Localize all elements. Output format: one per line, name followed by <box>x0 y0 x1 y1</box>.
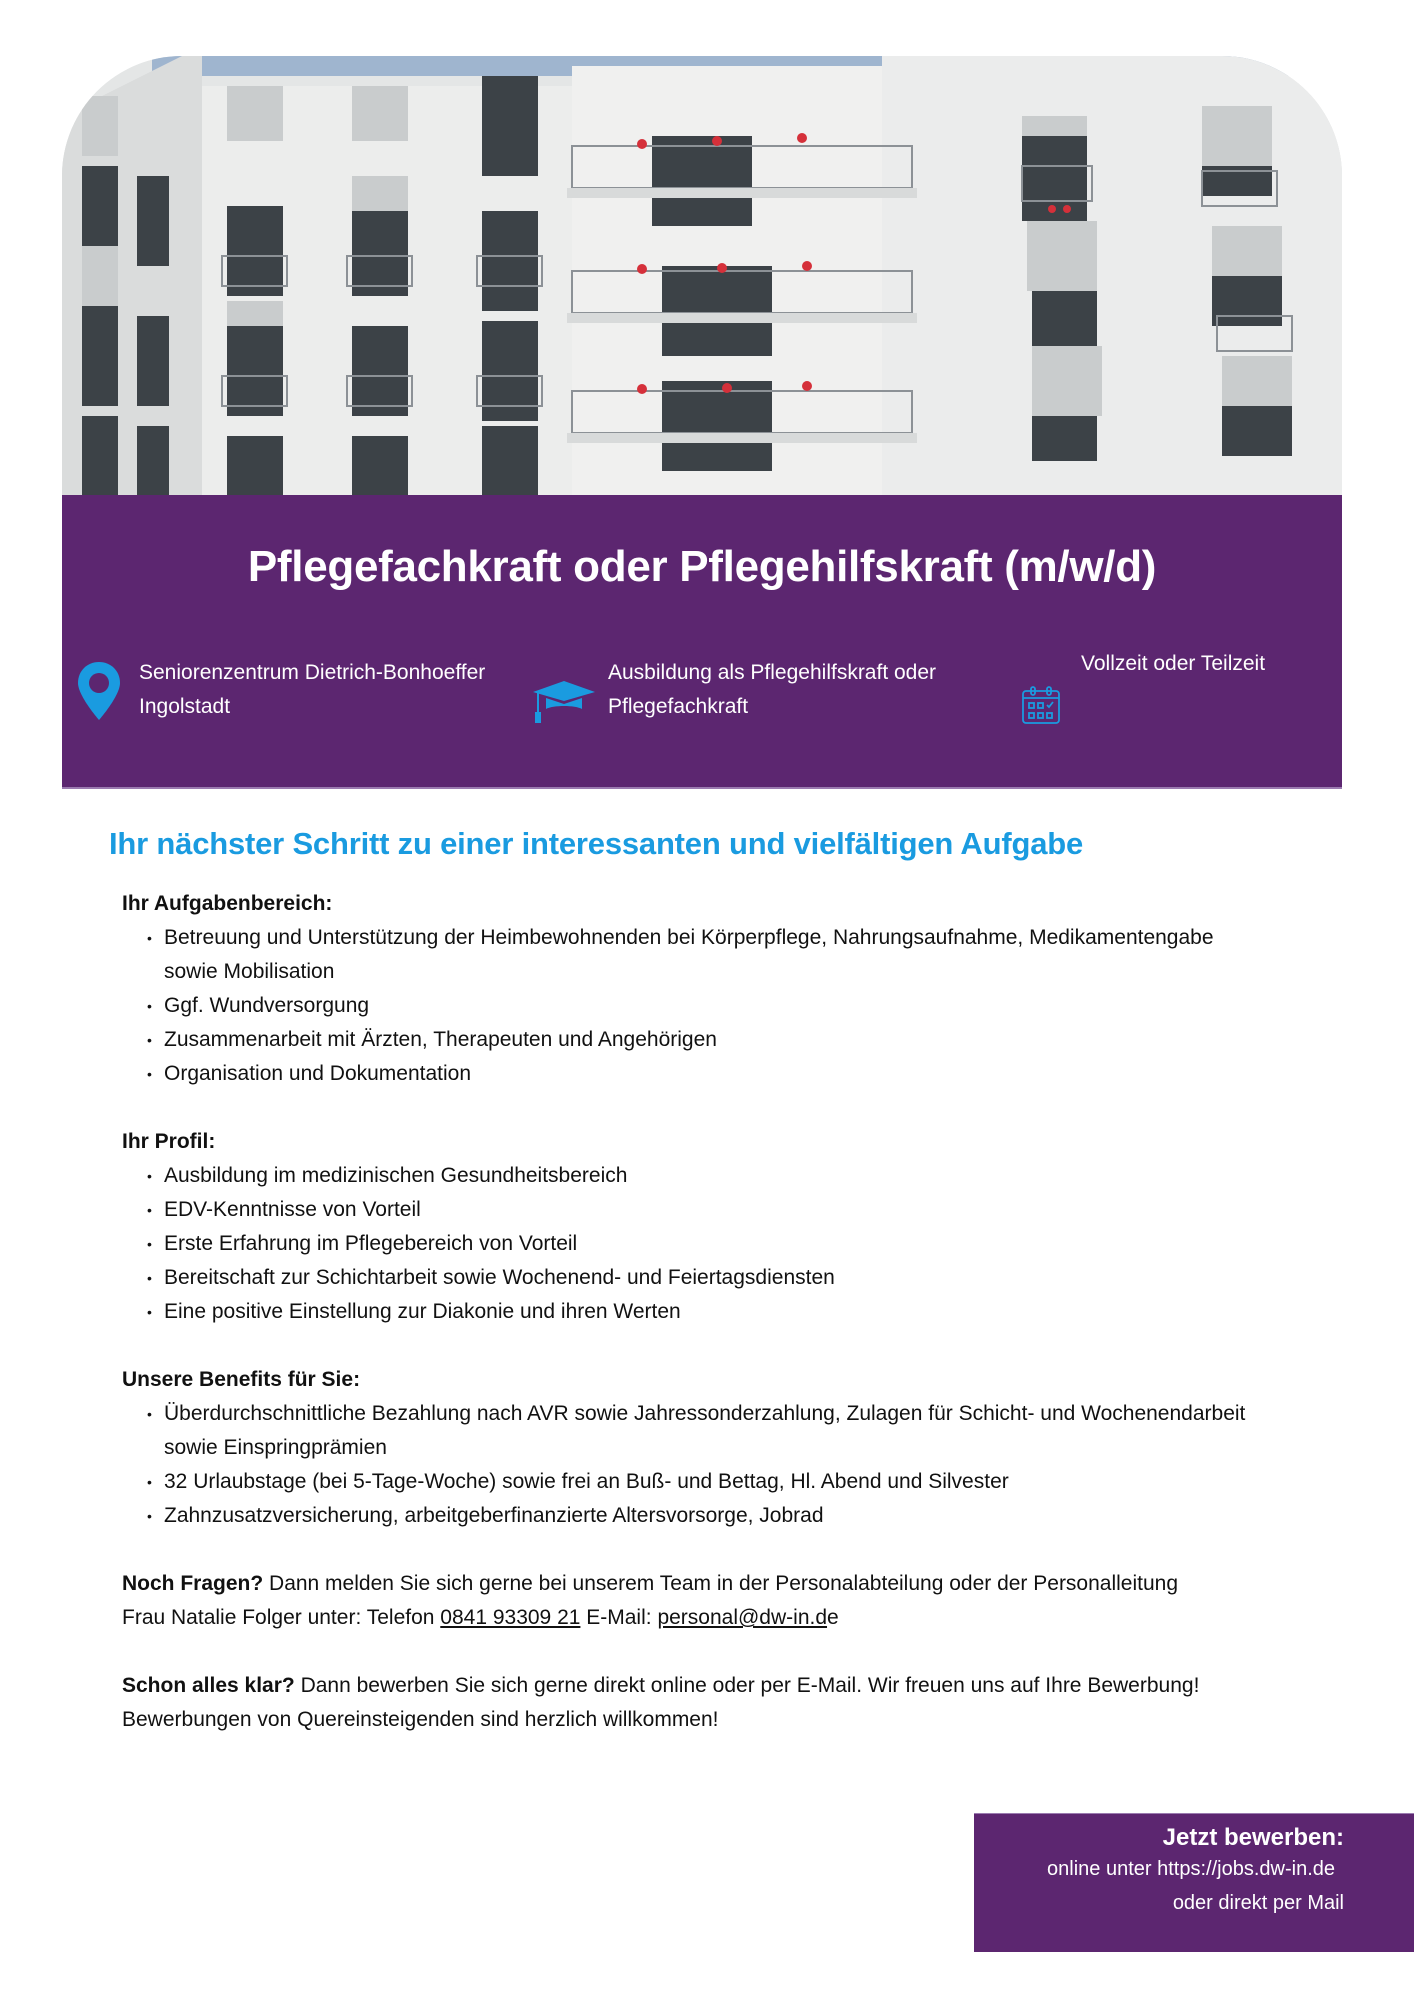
tasks-heading: Ihr Aufgabenbereich: <box>122 892 333 915</box>
cta-online-link[interactable]: online unter https://jobs.dw-in.de <box>1047 1858 1335 1880</box>
location-line-1: Seniorenzentrum Dietrich-Bonhoeffer <box>139 661 486 684</box>
education-line-2: Pflegefachkraft <box>608 695 749 718</box>
building-illustration <box>62 56 1342 495</box>
apply-text: Dann bewerben Sie sich gerne direkt online oder per E-Mail. Wir freuen uns auf Ihre Bewerbung! Bewerbungen von Quereinsteigenden sind herzlich willkommen! <box>122 1674 1200 1731</box>
graduation-cap-icon <box>533 681 595 730</box>
location-info <box>139 656 485 724</box>
job-header-band <box>62 495 1342 789</box>
job-description <box>122 887 1302 1737</box>
profile-heading: Ihr Profil: <box>122 1130 216 1153</box>
apply-lead: Schon alles klar? <box>122 1674 295 1697</box>
list-item: • Zahnzusatzversicherung, arbeitgeberfinanzierte Altersvorsorge, Jobrad <box>164 1499 1302 1533</box>
apply-cta-box <box>974 1813 1414 1952</box>
list-item: • Organisation und Dokumentation <box>164 1057 1302 1091</box>
education-info <box>608 656 936 724</box>
list-item: • Ausbildung im medizinischen Gesundheitsbereich <box>164 1159 1302 1193</box>
email-link[interactable]: personal@dw-in.d <box>657 1606 828 1629</box>
list-item: • Eine positive Einstellung zur Diakonie und ihren Werten <box>164 1295 1302 1329</box>
location-line-2: Ingolstadt <box>139 695 231 718</box>
contact-text: Dann melden Sie sich gerne bei unserem Team in der Personalabteilung oder der Personalleitung Frau Natalie Folger unter: Telefon <box>122 1572 1179 1629</box>
contact-lead: Noch Fragen? <box>122 1572 264 1595</box>
job-title: Pflegefachkraft oder Pflegehilfskraft (m/w/d) <box>247 542 1157 591</box>
list-item: • Überdurchschnittliche Bezahlung nach AVR sowie Jahressonderzahlung, Zulagen für Schicht- und Wochenendarbeit sowie Einspringprämien <box>164 1397 1254 1465</box>
benefits-heading: Unsere Benefits für Sie: <box>122 1368 361 1391</box>
apply-paragraph <box>122 1669 1282 1737</box>
list-item: • 32 Urlaubstage (bei 5-Tage-Woche) sowie frei an Buß- und Bettag, Hl. Abend und Silvester <box>164 1465 1302 1499</box>
list-item: • Betreuung und Unterstützung der Heimbewohnenden bei Körperpflege, Nahrungsaufnahme, Medikamentengabe sowie Mobilisation <box>164 921 1224 989</box>
contact-paragraph <box>122 1567 1222 1635</box>
cta-mail-text: oder direkt per Mail <box>1172 1892 1344 1914</box>
benefits-list <box>122 1397 1302 1533</box>
education-line-1: Ausbildung als Pflegehilfskraft oder <box>608 661 937 684</box>
list-item: • Zusammenarbeit mit Ärzten, Therapeuten und Angehörigen <box>164 1023 1302 1057</box>
list-item: • Erste Erfahrung im Pflegebereich von Vorteil <box>164 1227 1302 1261</box>
worktime-info: Vollzeit oder Teilzeit <box>1081 652 1266 675</box>
cta-title: Jetzt bewerben: <box>1162 1824 1344 1851</box>
list-item: • Ggf. Wundversorgung <box>164 989 1302 1023</box>
list-item: • EDV-Kenntnisse von Vorteil <box>164 1193 1302 1227</box>
profile-list <box>122 1159 1302 1329</box>
email-label: E-Mail: <box>580 1606 658 1629</box>
phone-link[interactable]: 0841 93309 21 <box>440 1606 581 1629</box>
email-tail: e <box>827 1606 839 1629</box>
section-headline: Ihr nächster Schritt zu einer interessanten und vielfältigen Aufgabe <box>109 826 1084 861</box>
map-pin-icon <box>78 662 120 725</box>
hero-building-photo <box>62 56 1342 495</box>
tasks-list <box>122 921 1302 1091</box>
list-item: • Bereitschaft zur Schichtarbeit sowie Wochenend- und Feiertagsdiensten <box>164 1261 1302 1295</box>
calendar-icon <box>1022 686 1060 729</box>
